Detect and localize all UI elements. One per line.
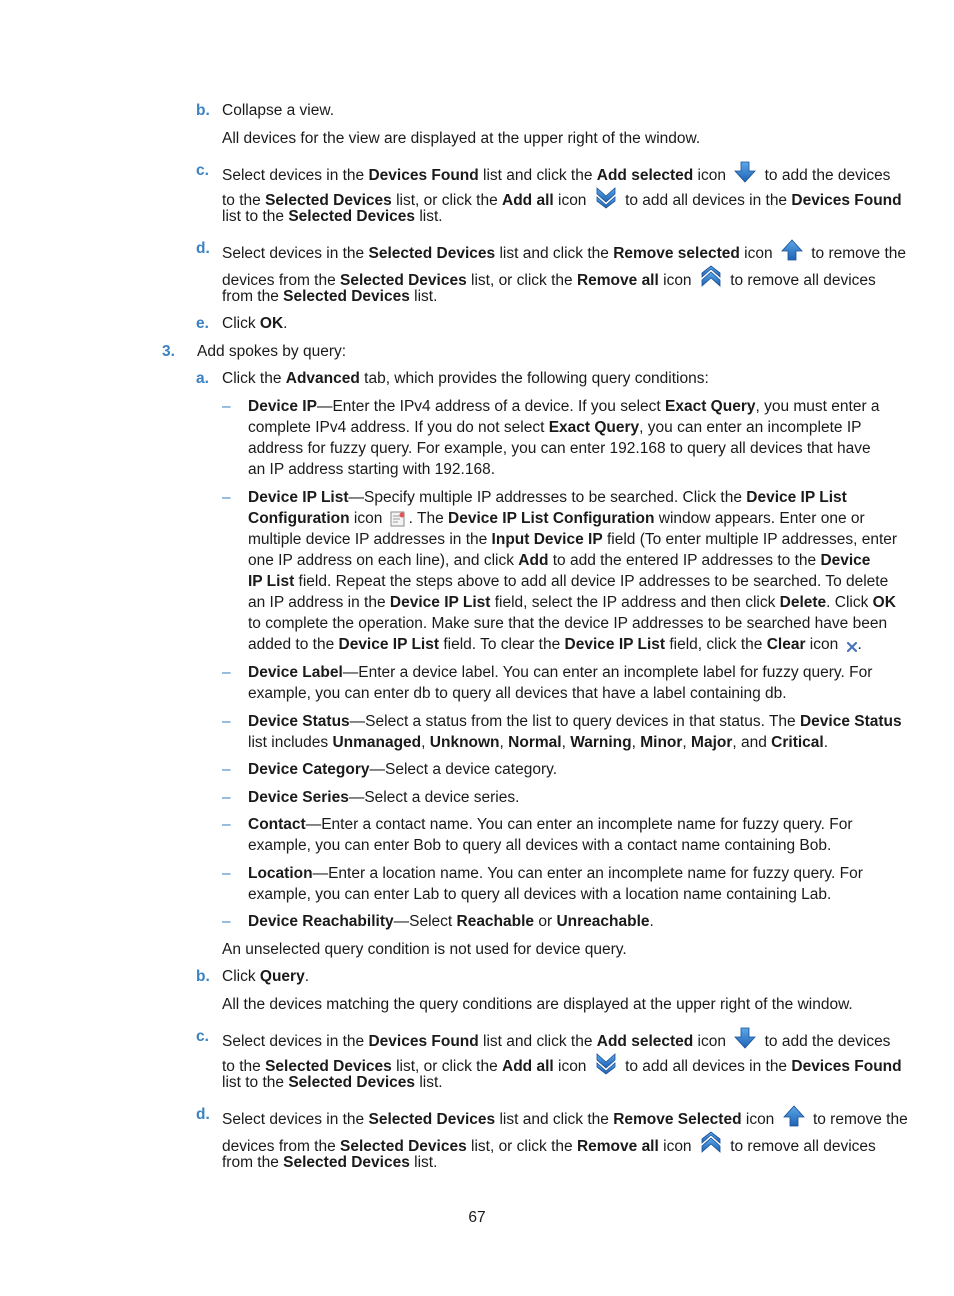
- clear-x-icon: [846, 641, 858, 653]
- step-text: Add spokes by query:: [197, 343, 347, 360]
- double-arrow-up-icon: [699, 265, 723, 289]
- double-arrow-up-icon: [699, 1131, 723, 1155]
- step-text: Select devices in the Devices Found list and click the Add selected icon to add the devices: [222, 1026, 890, 1052]
- step-text: from the Selected Devices list.: [222, 288, 438, 305]
- bullet-dash: –: [222, 865, 231, 882]
- arrow-down-icon: [733, 1026, 757, 1050]
- condition-text: address for fuzzy query. For example, you can enter 192.168 to query all devices that have: [248, 440, 871, 457]
- condition-text: Device Series—Select a device series.: [248, 789, 520, 806]
- step-text: list to the Selected Devices list.: [222, 208, 443, 225]
- step-note: All devices for the view are displayed at the upper right of the window.: [222, 130, 701, 147]
- double-arrow-down-icon: [594, 1051, 618, 1075]
- step-label: c.: [196, 1028, 209, 1045]
- bullet-dash: –: [222, 713, 231, 730]
- bullet-dash: –: [222, 761, 231, 778]
- condition-text: an IP address in the Device IP List field, select the IP address and then click Delete. Click OK: [248, 594, 896, 611]
- step-text: list to the Selected Devices list.: [222, 1074, 443, 1091]
- condition-text: Device IP List—Specify multiple IP addresses to be searched. Click the Device IP List: [248, 489, 847, 506]
- condition-text: example, you can enter Bob to query all devices with a contact name containing Bob.: [248, 837, 832, 854]
- bullet-dash: –: [222, 489, 231, 506]
- condition-text: Location—Enter a location name. You can enter an incomplete name for fuzzy query. For: [248, 865, 863, 882]
- condition-text: complete IPv4 address. If you do not select Exact Query, you can enter an incomplete IP: [248, 419, 862, 436]
- bullet-dash: –: [222, 816, 231, 833]
- step-label: e.: [196, 315, 209, 332]
- condition-text: one IP address on each line), and click Add to add the entered IP addresses to the Device: [248, 552, 871, 569]
- condition-text: list includes Unmanaged, Unknown, Normal, Warning, Minor, Major, and Critical.: [248, 734, 829, 751]
- bullet-dash: –: [222, 789, 231, 806]
- step-text: Collapse a view.: [222, 102, 335, 119]
- condition-text: IP List field. Repeat the steps above to add all device IP addresses to be searched. To delete: [248, 573, 889, 590]
- condition-text: Device Category—Select a device category.: [248, 761, 558, 778]
- condition-text: example, you can enter Lab to query all devices with a location name containing Lab.: [248, 886, 832, 903]
- arrow-up-icon: [780, 238, 804, 262]
- step-text: to the Selected Devices list, or click the Add all icon to add all devices in the Devices Found: [222, 185, 902, 211]
- page-number: 67: [468, 1209, 486, 1226]
- double-arrow-down-icon: [594, 185, 618, 209]
- step-note: An unselected query condition is not used for device query.: [222, 941, 627, 958]
- condition-text: Contact—Enter a contact name. You can enter an incomplete name for fuzzy query. For: [248, 816, 853, 833]
- step-note: All the devices matching the query conditions are displayed at the upper right of the window.: [222, 996, 853, 1013]
- condition-text: Configuration icon . The Device IP List Configuration window appears. Enter one or: [248, 510, 865, 527]
- condition-text: Device Reachability—Select Reachable or Unreachable.: [248, 913, 654, 930]
- arrow-down-icon: [733, 160, 757, 184]
- step-text: Click Query.: [222, 968, 310, 985]
- condition-text: Device Label—Enter a device label. You can enter an incomplete label for fuzzy query. For: [248, 664, 873, 681]
- step-text: Select devices in the Selected Devices list and click the Remove Selected icon to remove the: [222, 1104, 908, 1130]
- bullet-dash: –: [222, 913, 231, 930]
- step-text: Click OK.: [222, 315, 288, 332]
- condition-text: added to the Device IP List field. To clear the Device IP List field, click the Clear icon .: [248, 636, 862, 653]
- step-label: b.: [196, 102, 210, 119]
- condition-text: to complete the operation. Make sure that the device IP addresses to be searched have been: [248, 615, 888, 632]
- step-text: devices from the Selected Devices list, or click the Remove all icon to remove all devices: [222, 265, 876, 291]
- step-label: d.: [196, 1106, 210, 1123]
- condition-text: Device IP—Enter the IPv4 address of a device. If you select Exact Query, you must enter a: [248, 398, 880, 415]
- step-label: d.: [196, 240, 210, 257]
- step-text: from the Selected Devices list.: [222, 1154, 438, 1171]
- bullet-dash: –: [222, 398, 231, 415]
- bullet-dash: –: [222, 664, 231, 681]
- ip-list-config-icon: [390, 511, 406, 527]
- condition-text: Device Status—Select a status from the list to query devices in that status. The Device Status: [248, 713, 902, 730]
- step-text: devices from the Selected Devices list, or click the Remove all icon to remove all devices: [222, 1131, 876, 1157]
- step-label: b.: [196, 968, 210, 985]
- step-text: Select devices in the Devices Found list and click the Add selected icon to add the devices: [222, 160, 890, 186]
- condition-text: multiple device IP addresses in the Input Device IP field (To enter multiple IP addresses, enter: [248, 531, 898, 548]
- step-text: Select devices in the Selected Devices list and click the Remove selected icon to remove the: [222, 238, 906, 264]
- condition-text: an IP address starting with 192.168.: [248, 461, 496, 478]
- arrow-up-icon: [782, 1104, 806, 1128]
- step-text: to the Selected Devices list, or click the Add all icon to add all devices in the Devices Found: [222, 1051, 902, 1077]
- step-number: 3.: [162, 343, 175, 360]
- step-label: a.: [196, 370, 209, 387]
- step-label: c.: [196, 162, 209, 179]
- condition-text: example, you can enter db to query all devices that have a label containing db.: [248, 685, 787, 702]
- step-text: Click the Advanced tab, which provides the following query conditions:: [222, 370, 709, 387]
